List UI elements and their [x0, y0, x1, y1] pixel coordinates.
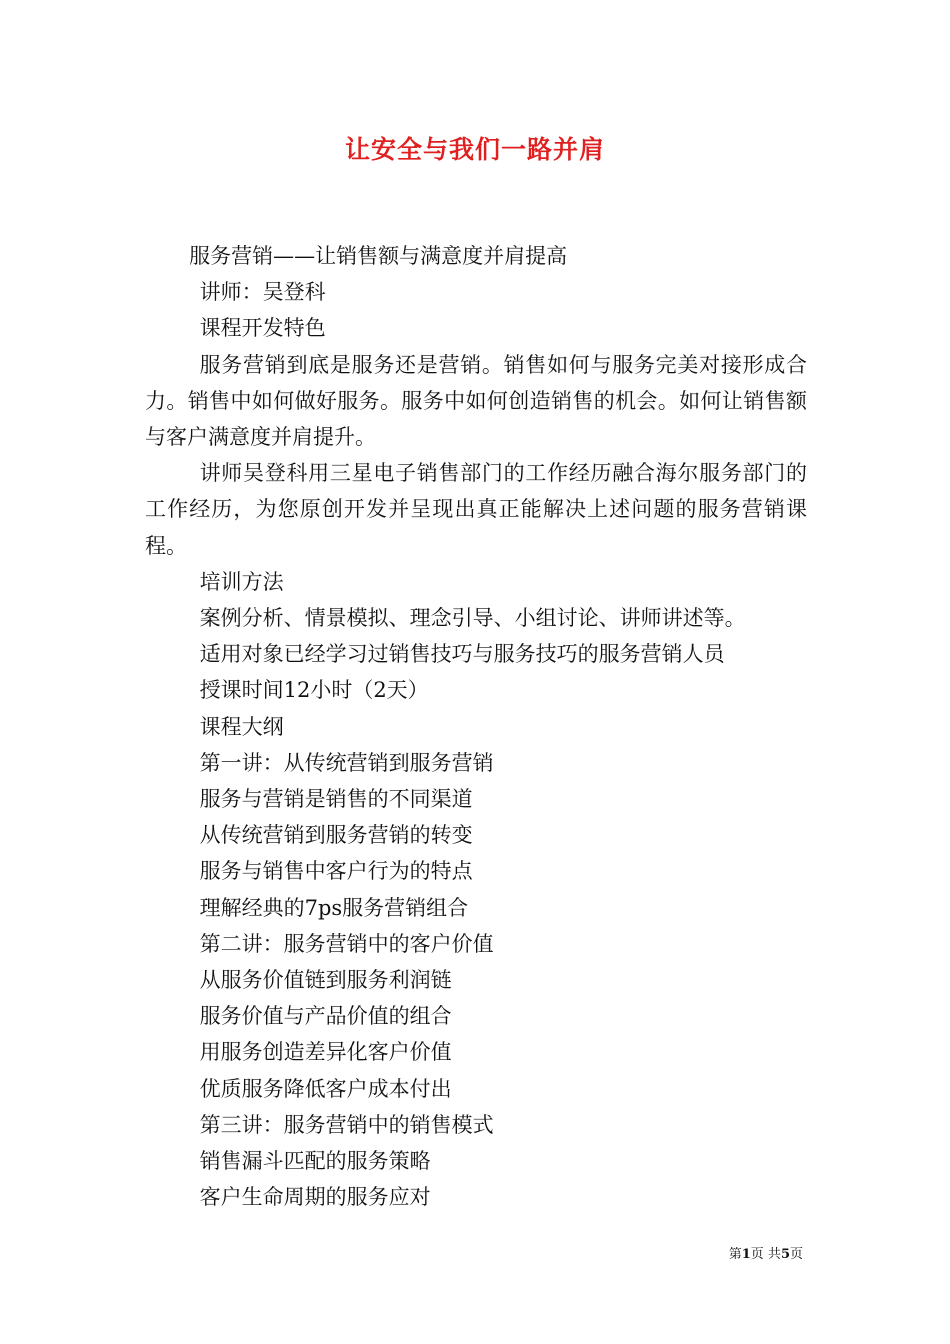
- paragraph: 理解经典的7ps服务营销组合: [199, 895, 469, 920]
- paragraph: 讲师吴登科用三星电子销售部门的工作经历融合海尔服务部门的工作经历，为您原创开发并呈现出真正能解决上述问题的服务营销课程。: [145, 461, 807, 558]
- document-body: [145, 238, 807, 1215]
- paragraph: 客户生命周期的服务应对: [199, 1185, 431, 1210]
- paragraph: 适用对象已经学习过销售技巧与服务技巧的服务营销人员: [199, 642, 725, 667]
- document-title: 让安全与我们一路并肩: [344, 135, 605, 164]
- paragraph: 优质服务降低客户成本付出: [199, 1076, 452, 1101]
- paragraph: 服务营销——让销售额与满意度并肩提高: [189, 244, 568, 268]
- paragraph: 用服务创造差异化客户价值: [199, 1040, 452, 1065]
- footer-suffix: 页: [789, 1247, 803, 1262]
- paragraph: 讲师：吴登科: [199, 280, 326, 305]
- paragraph: 服务价值与产品价值的组合: [199, 1004, 452, 1029]
- footer-prefix: 第: [728, 1247, 742, 1262]
- paragraph: 课程大纲: [199, 714, 284, 739]
- paragraph: 服务营销到底是服务还是营销。销售如何与服务完美对接形成合力。销售中如何做好服务。服务中如何创造销售的机会。如何让销售额与客户满意度并肩提升。: [145, 352, 807, 450]
- footer-current-page: 1: [741, 1247, 751, 1262]
- paragraph: 销售漏斗匹配的服务策略: [199, 1149, 431, 1174]
- paragraph: 第一讲：从传统营销到服务营销: [199, 750, 494, 775]
- footer-total-pages: 5: [780, 1247, 790, 1262]
- paragraph: 从传统营销到服务营销的转变: [199, 823, 473, 848]
- paragraph: 第二讲：服务营销中的客户价值: [199, 931, 494, 956]
- paragraph: 从服务价值链到服务利润链: [199, 968, 452, 993]
- paragraph: 案例分析、情景模拟、理念引导、小组讨论、讲师讲述等。: [199, 606, 746, 631]
- page-footer: [729, 1246, 803, 1264]
- paragraph: 第三讲：服务营销中的销售模式: [199, 1112, 494, 1137]
- paragraph: 服务与营销是销售的不同渠道: [199, 787, 473, 812]
- paragraph: 授课时间12小时（2天）: [199, 678, 429, 703]
- footer-middle: 页 共: [750, 1247, 781, 1262]
- paragraph: 培训方法: [199, 569, 284, 594]
- paragraph: 服务与销售中客户行为的特点: [199, 859, 473, 884]
- paragraph: 课程开发特色: [199, 316, 326, 341]
